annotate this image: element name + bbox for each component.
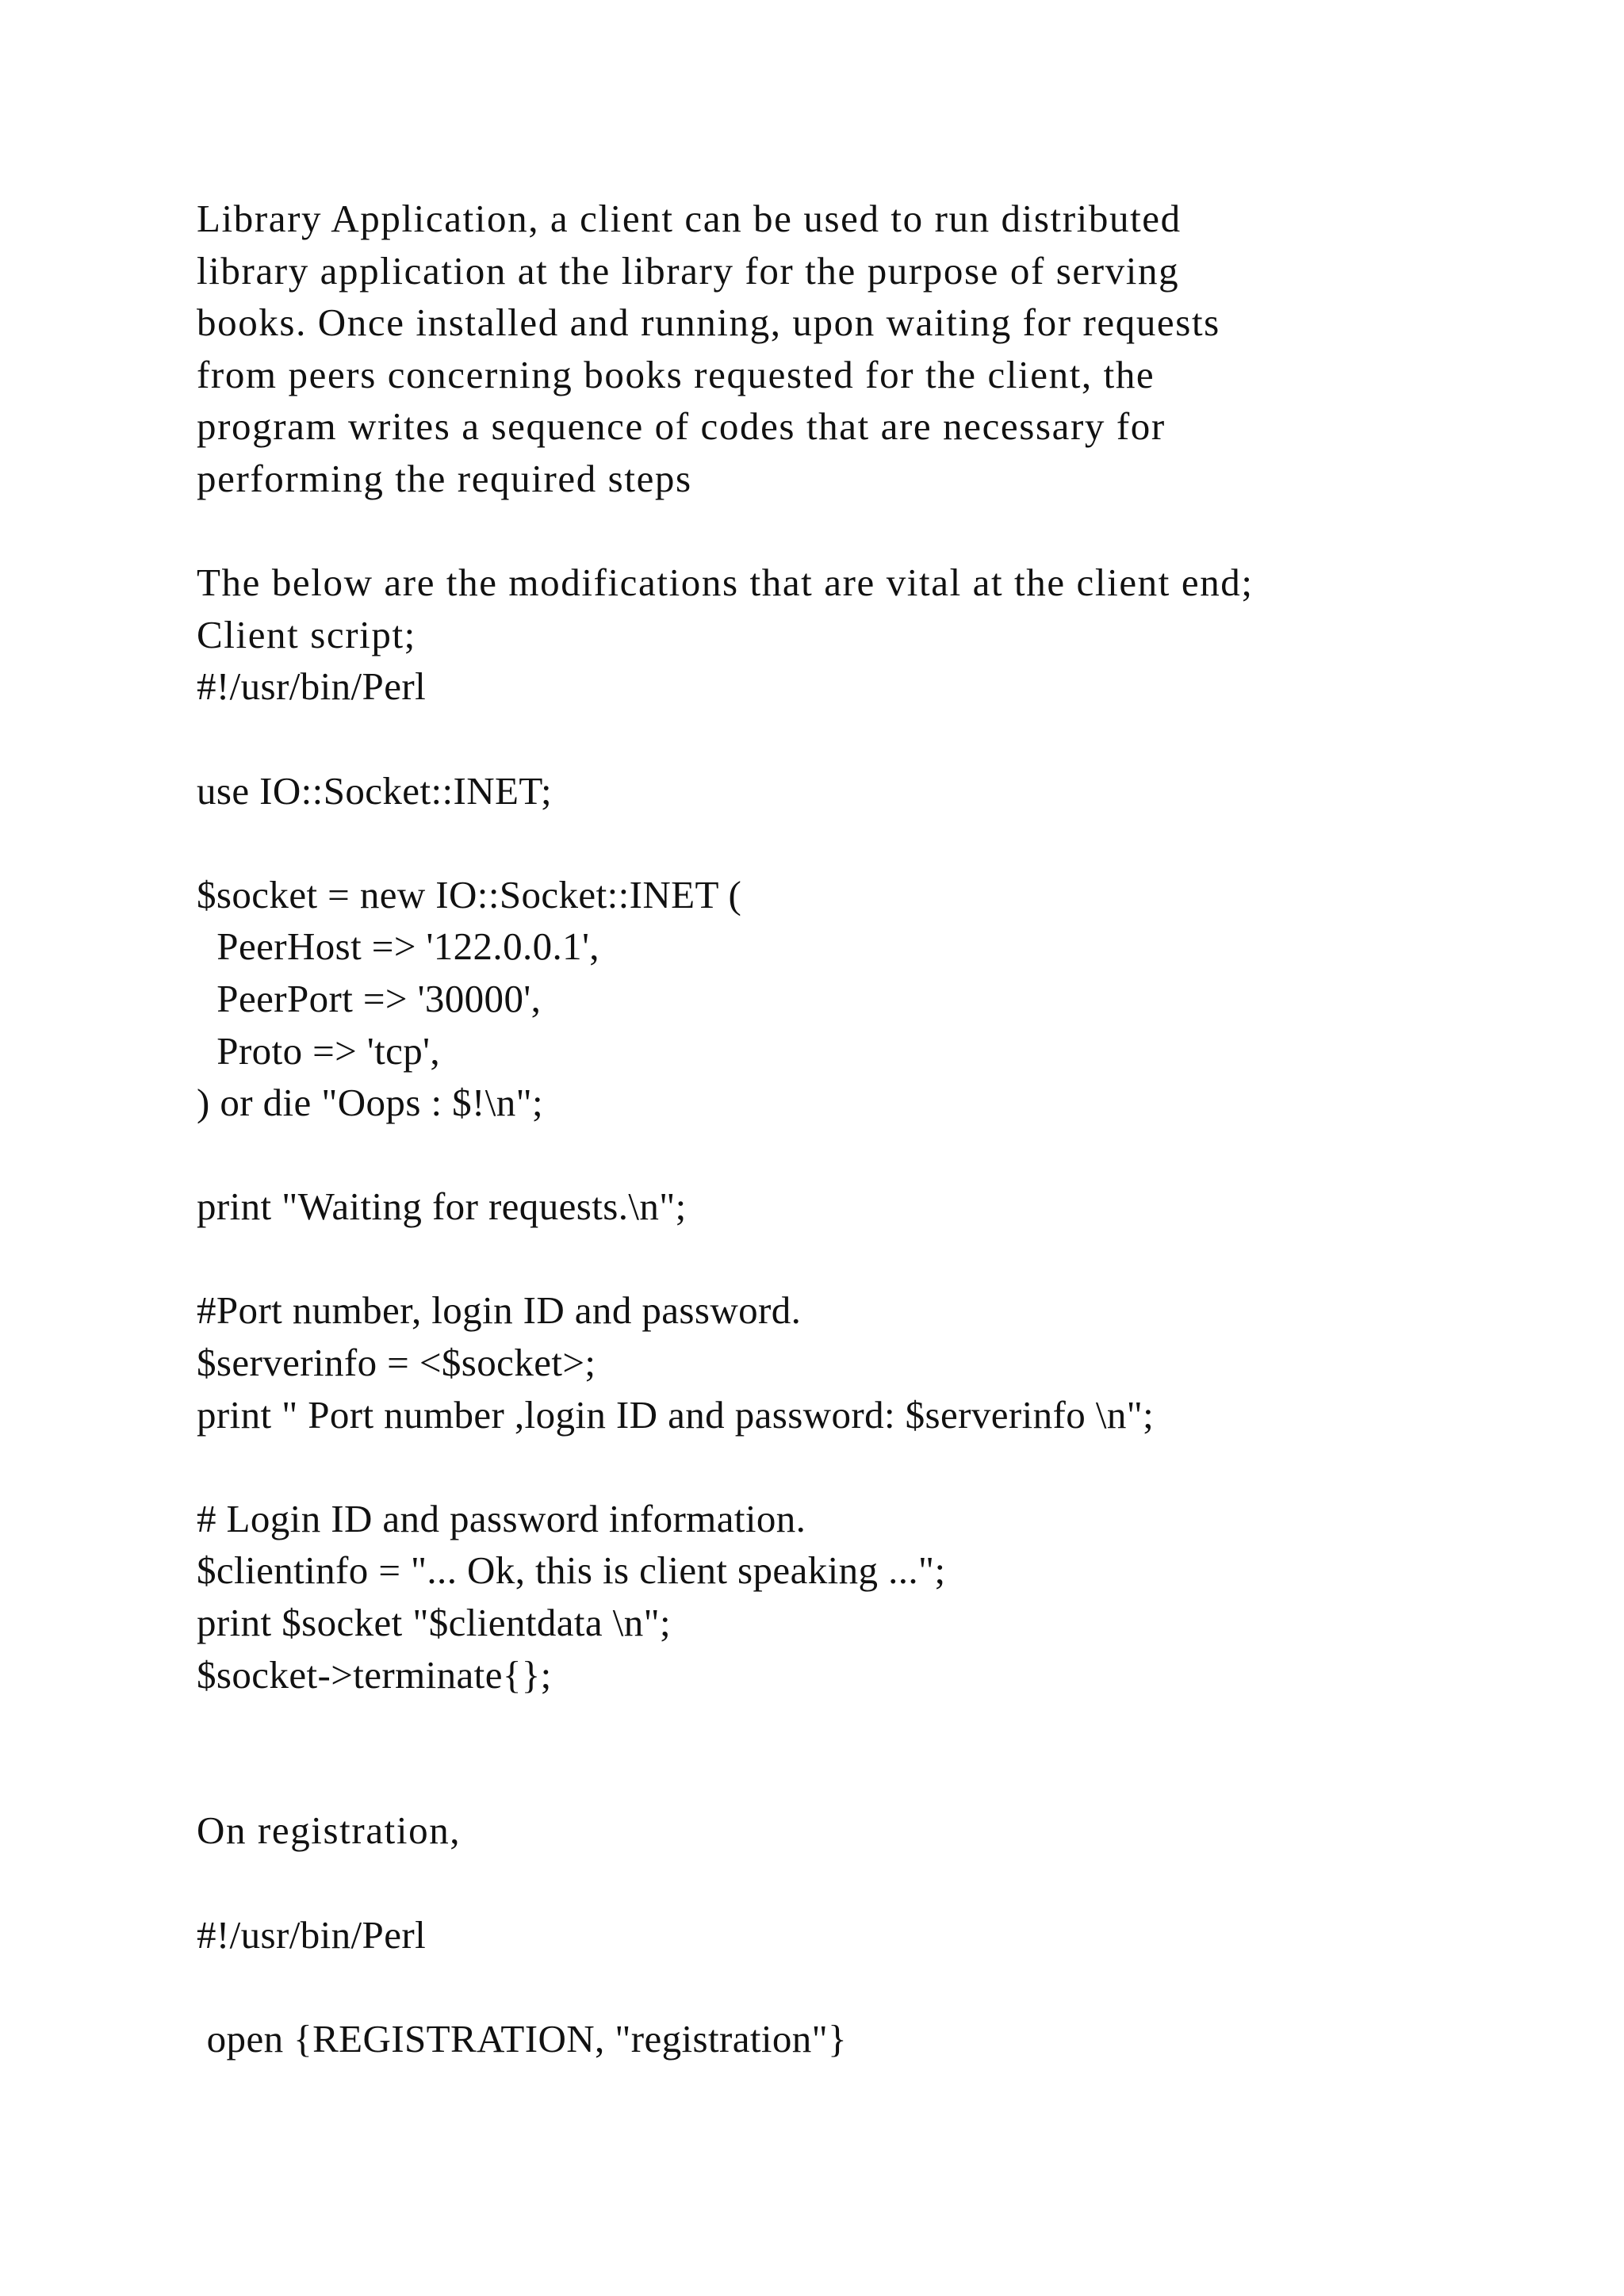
code-line: PeerHost => '122.0.0.1',	[197, 924, 599, 969]
code-line: print $socket "$clientdata \n";	[197, 1601, 672, 1645]
shebang-line: #!/usr/bin/Perl	[197, 664, 427, 709]
code-line: ) or die "Oops : $!\n";	[197, 1081, 544, 1125]
code-line: $socket = new IO::Socket::INET (	[197, 872, 742, 916]
document-body	[197, 193, 1576, 2064]
intro-line: performing the required steps	[197, 456, 692, 500]
modifications-line: The below are the modifications that are vital at the client end;	[197, 561, 1254, 605]
spacer	[197, 713, 1576, 765]
code-line: $clientinfo = "... Ok, this is client speaking ...";	[197, 1548, 946, 1593]
intro-line: program writes a sequence of codes that are necessary for	[197, 404, 1166, 449]
shebang-line: #!/usr/bin/Perl	[197, 1912, 427, 1957]
use-line: use IO::Socket::INET;	[197, 768, 552, 813]
spacer	[197, 1961, 1576, 2013]
intro-paragraph	[197, 193, 1576, 505]
open-line: open {REGISTRATION, "registration"}	[197, 2016, 848, 2061]
code-line: #Port number, login ID and password.	[197, 1288, 802, 1333]
code-line: print "Waiting for requests.\n";	[197, 1184, 687, 1229]
spacer	[197, 1441, 1576, 1493]
spacer	[197, 1233, 1576, 1285]
spacer	[197, 817, 1576, 869]
code-line: Proto => 'tcp',	[197, 1028, 441, 1073]
spacer	[197, 1857, 1576, 1909]
spacer	[197, 1701, 1576, 1753]
spacer	[197, 1129, 1576, 1181]
spacer	[197, 505, 1576, 557]
intro-line: Library Application, a client can be used to run distributed	[197, 197, 1182, 240]
registration-code	[197, 1909, 1576, 2065]
client-script-code	[197, 660, 1576, 1701]
intro-line: books. Once installed and running, upon waiting for requests	[197, 300, 1220, 345]
client-script-label: Client script;	[197, 612, 416, 656]
code-line: PeerPort => '30000',	[197, 976, 542, 1020]
intro-line: from peers concerning books requested for the client, the	[197, 352, 1155, 396]
code-line: $serverinfo = <$socket>;	[197, 1341, 596, 1385]
code-line: # Login ID and password information.	[197, 1496, 806, 1540]
intro-line: library application at the library for the purpose of serving	[197, 248, 1180, 293]
code-line: $socket->terminate{};	[197, 1652, 552, 1697]
registration-label: On registration,	[197, 1808, 462, 1853]
spacer	[197, 1753, 1576, 1805]
code-line: print " Port number ,login ID and password: $serverinfo \n";	[197, 1392, 1155, 1437]
